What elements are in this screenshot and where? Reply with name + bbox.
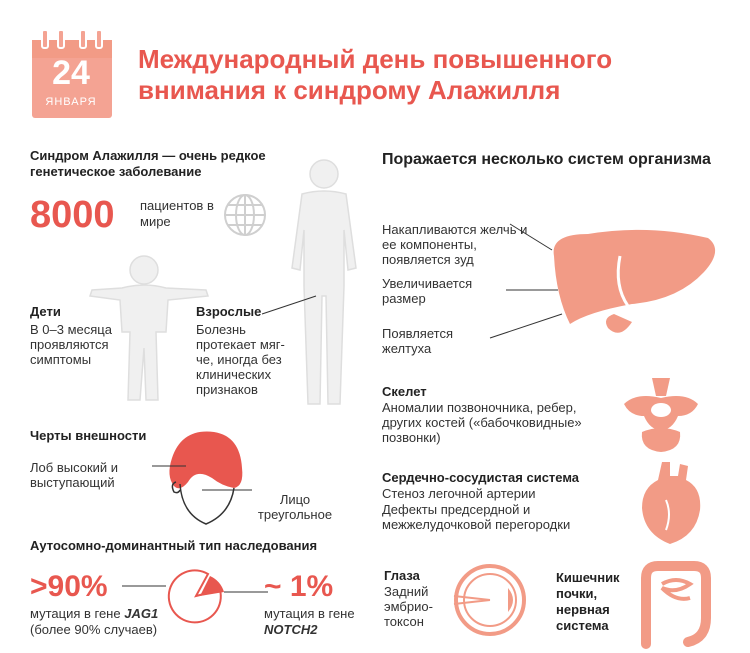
appearance-heading: Черты внешности [30, 428, 147, 443]
liver-jaundice-text: Появляется желтуха [382, 326, 453, 356]
patient-count: 8000 [30, 194, 115, 236]
vertebra-icon [616, 376, 706, 456]
skeleton-text: Аномалии позвоночника, ребер, других костей («бабочковидные» позвонки) [382, 400, 582, 445]
adults-text: Болезнь протекает мяг-че, иногда без клинических признаков [196, 322, 285, 397]
calendar-month: ЯНВАРЯ [45, 96, 97, 108]
face-text: Лицо треугольное [257, 492, 333, 522]
eyes-text: Задний эмбрио-токсон [384, 584, 433, 629]
other-systems-text: Кишечник почки, нервная система [556, 570, 620, 633]
globe-icon [222, 192, 268, 238]
lead-text: Синдром Алажилля — очень редкое генетическое заболевание [30, 148, 266, 179]
eye-icon [448, 560, 534, 640]
jag1-note: (более 90% случаев) [30, 622, 158, 637]
adults-heading: Взрослые [196, 304, 262, 319]
intestine-icon [636, 558, 716, 650]
jag1-gene: JAG1 [124, 606, 159, 621]
patient-count-label: пациентов в мире [140, 198, 214, 229]
cardio-heading: Сердечно-сосудистая система [382, 470, 580, 485]
cardio-line1: Стеноз легочной артерии [382, 486, 536, 501]
jag1-percent: >90% [30, 570, 108, 603]
cardio-line2: Дефекты предсердной и межжелудочковой перегородки [382, 502, 571, 532]
jag1-text: мутация в гене [30, 606, 121, 621]
children-text: В 0–3 месяца проявляются симптомы [30, 322, 112, 367]
skeleton-heading: Скелет [382, 384, 427, 399]
liver-bile-text: Накапливаются желчь и ее компоненты, появляется зуд [382, 222, 528, 267]
notch2-text: мутация в гене [264, 606, 355, 621]
adult-silhouette [284, 158, 364, 406]
eyes-heading: Глаза [384, 568, 420, 583]
calendar-day: 24 [52, 54, 90, 92]
liver-icon [548, 226, 720, 340]
inheritance-heading: Аутосомно-доминантный тип наследования [30, 538, 318, 553]
liver-size-text: Увеличивается размер [382, 276, 473, 306]
appearance-pointer-lines [90, 458, 190, 518]
notch2-percent: ~ 1% [264, 570, 334, 603]
forehead-text: Лоб высокий и выступающий [30, 460, 119, 490]
children-heading: Дети [30, 304, 61, 319]
notch2-gene: NOTCH2 [264, 622, 318, 637]
heart-icon [636, 460, 706, 546]
systems-heading: Поражается несколько систем организма [382, 151, 711, 168]
pie-chart [120, 556, 270, 636]
adults-pointer-line [260, 290, 320, 320]
page-title: Международный день повышенного внимания к синдрому Алажилля [138, 44, 613, 105]
